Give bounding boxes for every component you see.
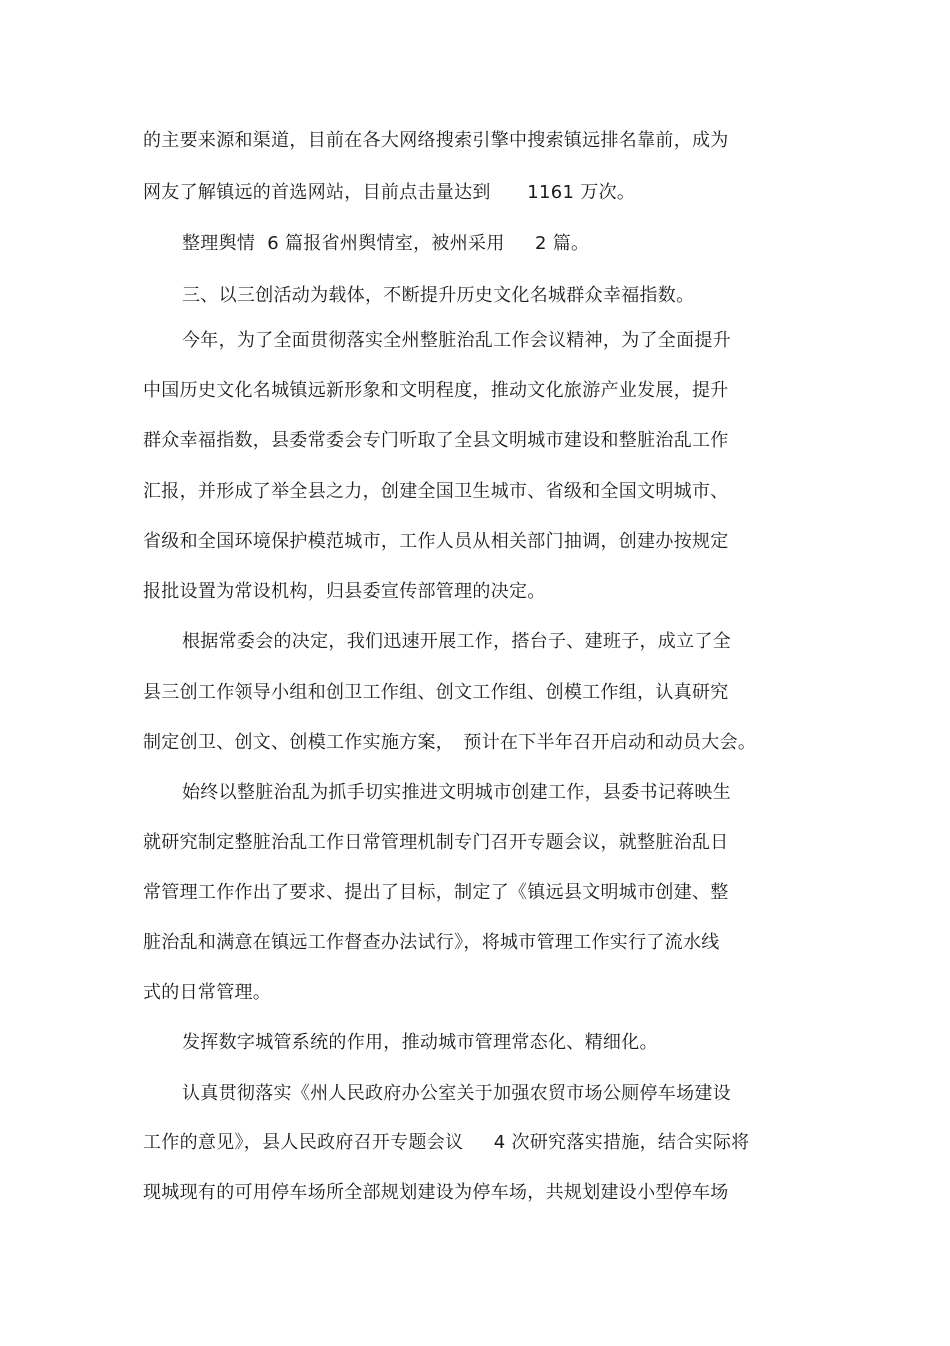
- section-heading: 三、以三创活动为载体，不断提升历史文化名城群众幸福指数。: [182, 285, 695, 306]
- text-line: 的主要来源和渠道，目前在各大网络搜索引擎中搜索镇远排名靠前，成为: [143, 130, 729, 151]
- text-line: 制定创卫、创文、创模工作实施方案， 预计在下半年召开启动和动员大会。: [143, 732, 757, 753]
- text-line: 中国历史文化名城镇远新形象和文明程度，推动文化旅游产业发展，提升: [143, 380, 729, 401]
- text-line: 网友了解镇远的首选网站，目前点击量达到 1161 万次。: [143, 182, 636, 203]
- text-line: 就研究制定整脏治乱工作日常管理机制专门召开专题会议，就整脏治乱日: [143, 832, 729, 853]
- text-line: 发挥数字城管系统的作用，推动城市管理常态化、精细化。: [182, 1032, 658, 1053]
- text-line: 脏治乱和满意在镇远工作督查办法试行》，将城市管理工作实行了流水线: [143, 932, 720, 953]
- text-line: 现城现有的可用停车场所全部规划建设为停车场，共规划建设小型停车场: [143, 1182, 729, 1203]
- text-line: 根据常委会的决定，我们迅速开展工作，搭台子、建班子，成立了全: [182, 631, 731, 652]
- text-line: 群众幸福指数，县委常委会专门听取了全县文明城市建设和整脏治乱工作: [143, 430, 729, 451]
- text-line: 常管理工作作出了要求、提出了目标，制定了《镇远县文明城市创建、整: [143, 882, 729, 903]
- text-line: 始终以整脏治乱为抓手切实推进文明城市创建工作，县委书记蒋映生: [182, 782, 731, 803]
- text-line: 今年，为了全面贯彻落实全州整脏治乱工作会议精神，为了全面提升: [182, 330, 731, 351]
- text-line: 汇报，并形成了举全县之力，创建全国卫生城市、省级和全国文明城市、: [143, 481, 729, 502]
- text-line: 省级和全国环境保护模范城市，工作人员从相关部门抽调，创建办按规定: [143, 531, 729, 552]
- text-line: 认真贯彻落实《州人民政府办公室关于加强农贸市场公厕停车场建设: [182, 1083, 731, 1104]
- text-line: 工作的意见》，县人民政府召开专题会议 4 次研究落实措施，结合实际将: [143, 1132, 750, 1153]
- text-line: 式的日常管理。: [143, 982, 272, 1003]
- text-line: 县三创工作领导小组和创卫工作组、创文工作组、创模工作组，认真研究: [143, 682, 729, 703]
- text-line: 报批设置为常设机构，归县委宣传部管理的决定。: [143, 581, 546, 602]
- text-line: 整理舆情 6 篇报省州舆情室，被州采用 2 篇。: [182, 233, 590, 254]
